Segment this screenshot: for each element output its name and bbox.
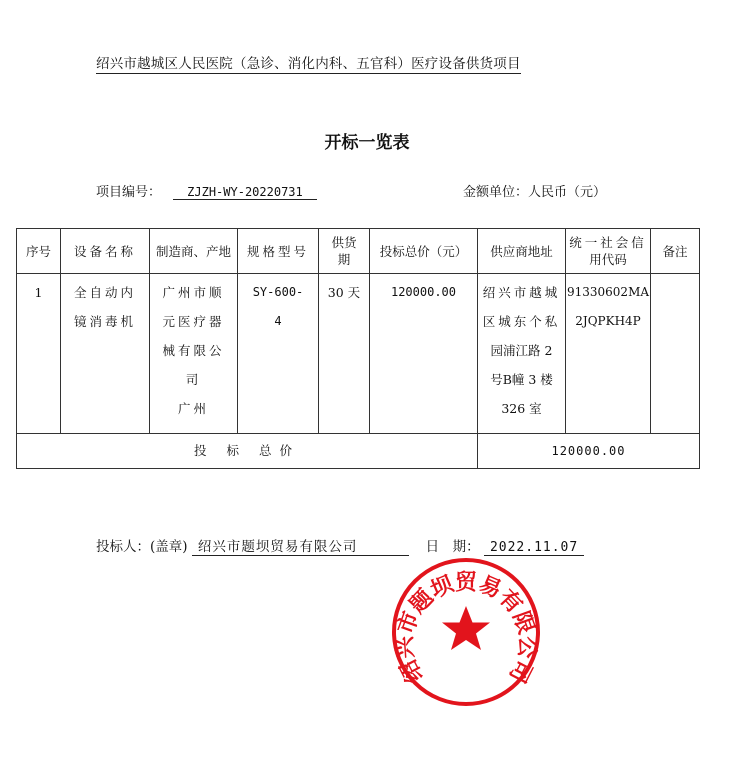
header-credit-line1: 统一社会信 bbox=[569, 235, 647, 250]
cell-maker-line1: 广州市顺 bbox=[162, 285, 225, 300]
seal-star-icon bbox=[442, 606, 490, 650]
header-period-line2: 期 bbox=[337, 252, 351, 267]
cell-credit-code bbox=[566, 274, 651, 434]
total-value: 120000.00 bbox=[478, 434, 700, 469]
cell-maker bbox=[150, 274, 238, 434]
seal-text: 绍兴市题坝贸易有限公司 bbox=[392, 570, 540, 687]
date-label: 日 期： bbox=[425, 539, 480, 555]
project-number-label: 项目编号： bbox=[96, 185, 162, 200]
cell-maker-line4: 司 bbox=[185, 372, 202, 387]
header-address: 供应商地址 bbox=[478, 229, 566, 274]
total-row bbox=[17, 434, 700, 469]
bid-summary-table bbox=[16, 228, 700, 469]
header-device: 设备名称 bbox=[61, 229, 150, 274]
cell-maker-line3: 械有限公 bbox=[162, 343, 225, 358]
header-total-price: 投标总价（元） bbox=[370, 229, 478, 274]
header-period-line1: 供货 bbox=[331, 235, 357, 250]
cell-address-line2: 区城东个私 bbox=[482, 314, 561, 329]
cell-maker-line2: 元医疗器 bbox=[162, 314, 225, 329]
cell-address bbox=[478, 274, 566, 434]
header-credit-line2: 用代码 bbox=[589, 252, 627, 267]
table-header-row bbox=[17, 229, 700, 274]
project-name: 绍兴市越城区人民医院（急诊、消化内科、五官科）医疗设备供货项目 bbox=[96, 52, 521, 74]
cell-address-line4: 号B幢 3 楼 bbox=[490, 372, 553, 387]
cell-device bbox=[61, 274, 150, 434]
cell-origin: 广州 bbox=[177, 401, 209, 416]
cell-seq: 1 bbox=[17, 274, 61, 434]
cell-address-line3: 园浦江路 2 bbox=[490, 343, 553, 358]
signature-row bbox=[96, 535, 584, 556]
bidder-name: 绍兴市题坝贸易有限公司 bbox=[192, 535, 410, 556]
date-value: 2022.11.07 bbox=[484, 540, 584, 556]
header-note: 备注 bbox=[651, 229, 700, 274]
cell-credit-line2: 2JQPKH4P bbox=[575, 314, 641, 328]
currency-unit: 金额单位：人民币（元） bbox=[463, 185, 607, 200]
bidder-label: 投标人：(盖章) bbox=[96, 539, 188, 555]
header-maker: 制造商、产地 bbox=[150, 229, 238, 274]
cell-model-line2: 4 bbox=[274, 314, 282, 328]
cell-address-line5: 326 室 bbox=[501, 401, 542, 416]
cell-device-line1: 全自动内 bbox=[73, 285, 136, 300]
cell-device-line2: 镜消毒机 bbox=[73, 314, 136, 329]
cell-model-line1: SY-600- bbox=[252, 285, 304, 299]
cell-model bbox=[238, 274, 319, 434]
cell-period: 30 天 bbox=[319, 274, 370, 434]
cell-price: 120000.00 bbox=[370, 274, 478, 434]
table-row bbox=[17, 274, 700, 434]
header-seq: 序号 bbox=[17, 229, 61, 274]
total-label: 投 标 总价 bbox=[17, 434, 478, 469]
company-seal bbox=[390, 556, 542, 708]
cell-address-line1: 绍兴市越城 bbox=[482, 285, 561, 300]
header-credit-code bbox=[566, 229, 651, 274]
project-number-value: ZJZH-WY-20220731 bbox=[173, 185, 317, 200]
header-model: 规格型号 bbox=[238, 229, 319, 274]
cell-credit-line1: 91330602MA bbox=[566, 285, 650, 299]
page-title: 开标一览表 bbox=[324, 133, 410, 153]
project-number-row bbox=[96, 181, 317, 200]
cell-note bbox=[651, 274, 700, 434]
header-period bbox=[319, 229, 370, 274]
